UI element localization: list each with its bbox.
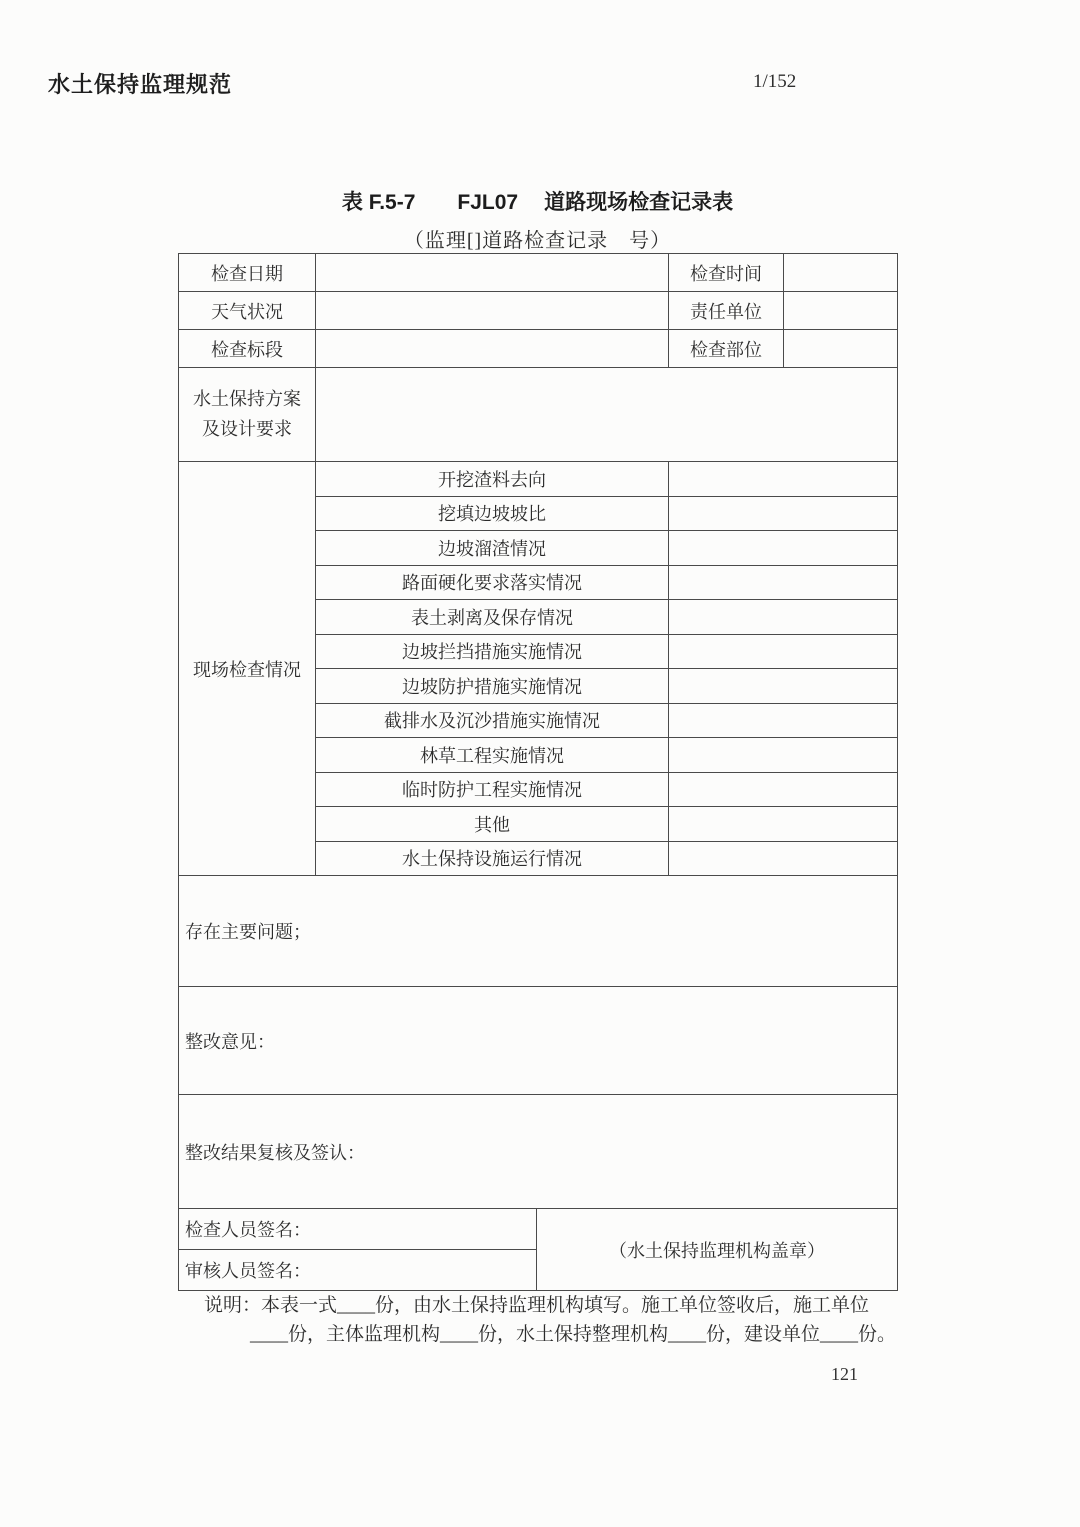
site-item-label-cell: 水土保持设施运行情况 — [316, 841, 669, 876]
site-item-label-cell: 临时防护工程实施情况 — [316, 772, 669, 807]
form-subtitle: （监理[]道路检查记录 号） — [403, 230, 672, 252]
plan-label-line1: 水土保持方案 — [193, 388, 301, 409]
page-number: 121 — [831, 1364, 858, 1384]
site-item-value-cell — [669, 841, 898, 876]
info-label-cell: 检查部位 — [669, 330, 784, 368]
site-item-value-cell — [669, 738, 898, 773]
info-value-cell — [316, 330, 669, 368]
site-item-value-cell — [669, 634, 898, 669]
site-item-value-cell — [669, 807, 898, 842]
form-title-number: FJL07 — [457, 191, 519, 214]
site-item-label-cell: 挖填边坡坡比 — [316, 496, 669, 531]
site-item-label-cell: 表土剥离及保存情况 — [316, 600, 669, 635]
site-item-value-cell — [669, 669, 898, 704]
table-row — [179, 1209, 898, 1250]
info-value-cell — [784, 330, 898, 368]
form-note-line2: ____份，主体监理机构____份，水土保持整理机构____份，建设单位____份。 — [250, 1324, 897, 1346]
reviewer-signature-cell: 审核人员签名： — [179, 1250, 537, 1291]
site-item-label-cell: 林草工程实施情况 — [316, 738, 669, 773]
page-indicator: 1/152 — [753, 71, 797, 92]
info-label-cell: 天气状况 — [179, 292, 316, 330]
table-row — [179, 876, 898, 987]
form-title — [178, 186, 897, 216]
plan-label-cell — [179, 368, 316, 462]
form-note-line1: 说明：本表一式____份，由水土保持监理机构填写。施工单位签收后，施工单位 — [204, 1295, 870, 1316]
table-row — [179, 462, 898, 497]
info-label-cell: 检查日期 — [179, 254, 316, 292]
site-item-label-cell: 边坡防护措施实施情况 — [316, 669, 669, 704]
agency-stamp-cell: （水土保持监理机构盖章） — [537, 1209, 898, 1291]
site-item-label-cell: 边坡溜渣情况 — [316, 531, 669, 566]
site-item-label-cell: 其他 — [316, 807, 669, 842]
info-label-cell: 责任单位 — [669, 292, 784, 330]
site-item-value-cell — [669, 462, 898, 497]
info-label-cell: 检查标段 — [179, 330, 316, 368]
doc-title-header: 水土保持监理规范 — [48, 72, 233, 97]
site-item-label-cell: 边坡拦挡措施实施情况 — [316, 634, 669, 669]
table-row — [179, 987, 898, 1095]
site-item-label-cell: 截排水及沉沙措施实施情况 — [316, 703, 669, 738]
review-cell: 整改结果复核及签认： — [179, 1095, 898, 1209]
table-row — [179, 330, 898, 368]
site-item-label-cell: 路面硬化要求落实情况 — [316, 565, 669, 600]
site-item-value-cell — [669, 496, 898, 531]
plan-value-cell — [316, 368, 898, 462]
site-item-value-cell — [669, 531, 898, 566]
table-row — [179, 292, 898, 330]
table-row — [179, 1095, 898, 1209]
form-note — [204, 1291, 944, 1350]
site-section-label-cell: 现场检查情况 — [179, 462, 316, 876]
inspector-signature-cell: 检查人员签名： — [179, 1209, 537, 1250]
site-item-value-cell — [669, 600, 898, 635]
inspection-form-table — [178, 253, 898, 1291]
info-value-cell — [316, 292, 669, 330]
site-item-value-cell — [669, 772, 898, 807]
form-title-code: 表 F.5-7 — [341, 191, 416, 214]
info-value-cell — [316, 254, 669, 292]
plan-label-line2: 及设计要求 — [202, 418, 292, 439]
info-value-cell — [784, 254, 898, 292]
info-value-cell — [784, 292, 898, 330]
problems-cell: 存在主要问题； — [179, 876, 898, 987]
info-label-cell: 检查时间 — [669, 254, 784, 292]
site-item-value-cell — [669, 565, 898, 600]
table-row — [179, 368, 898, 462]
table-row — [179, 254, 898, 292]
site-item-label-cell: 开挖渣料去向 — [316, 462, 669, 497]
site-item-value-cell — [669, 703, 898, 738]
form-title-text: 道路现场检查记录表 — [544, 191, 734, 214]
rectify-cell: 整改意见： — [179, 987, 898, 1095]
